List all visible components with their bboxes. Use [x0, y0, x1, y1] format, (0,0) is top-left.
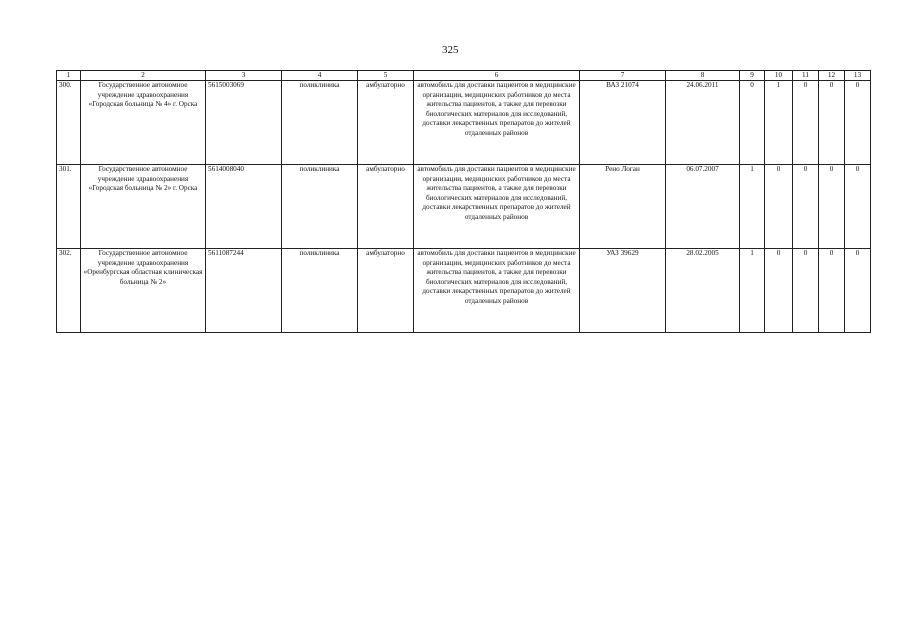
column-header: 8 [666, 71, 740, 81]
column-header: 5 [358, 71, 414, 81]
count-col-10: 0 [765, 249, 793, 333]
count-col-11: 0 [793, 249, 819, 333]
vehicle-model: Рено Логан [580, 165, 666, 249]
row-number: 301. [57, 165, 81, 249]
care-type: амбулаторно [358, 249, 414, 333]
column-header: 9 [740, 71, 765, 81]
table-row [57, 165, 871, 249]
count-col-10: 1 [765, 81, 793, 165]
count-col-13: 0 [845, 81, 871, 165]
table-header-row [57, 71, 871, 81]
column-header: 11 [793, 71, 819, 81]
care-type: амбулаторно [358, 81, 414, 165]
count-col-12: 0 [819, 165, 845, 249]
organization-name: Государственное автономное учреждение здравоохранения «Городская больница № 2» г. Орска [81, 165, 206, 249]
unit-type: поликлиника [282, 165, 358, 249]
column-header: 10 [765, 71, 793, 81]
registration-date: 28.02.2005 [666, 249, 740, 333]
vehicle-purpose: автомобиль для доставки пациентов в медицинские организации, медицинских работников до места жительства пациентов, а также для перевозки биологических материалов для исследований, доставки лекарственных препаратов до жителей отдаленных районов [414, 249, 580, 333]
page-number: 325 [442, 44, 459, 56]
inn-code: 5611087244 [206, 249, 282, 333]
unit-type: поликлиника [282, 81, 358, 165]
registration-date: 06.07.2007 [666, 165, 740, 249]
vehicle-purpose: автомобиль для доставки пациентов в медицинские организации, медицинских работников до места жительства пациентов, а также для перевозки биологических материалов для исследований, доставки лекарственных препаратов до жителей отдаленных районов [414, 165, 580, 249]
column-header: 3 [206, 71, 282, 81]
column-header: 1 [57, 71, 81, 81]
count-col-9: 0 [740, 81, 765, 165]
column-header: 12 [819, 71, 845, 81]
count-col-9: 1 [740, 165, 765, 249]
count-col-10: 0 [765, 165, 793, 249]
vehicle-model: ВАЗ 21074 [580, 81, 666, 165]
count-col-9: 1 [740, 249, 765, 333]
inn-code: 5614008040 [206, 165, 282, 249]
row-number: 302. [57, 249, 81, 333]
count-col-12: 0 [819, 249, 845, 333]
inn-code: 5615003069 [206, 81, 282, 165]
count-col-13: 0 [845, 165, 871, 249]
vehicle-model: УАЗ 39629 [580, 249, 666, 333]
column-header: 4 [282, 71, 358, 81]
registration-date: 24.06.2011 [666, 81, 740, 165]
care-type: амбулаторно [358, 165, 414, 249]
organization-name: Государственное автономное учреждение здравоохранения «Оренбургская областная клиническая больница № 2» [81, 249, 206, 333]
vehicle-registry-table [56, 70, 871, 333]
table-row [57, 249, 871, 333]
column-header: 6 [414, 71, 580, 81]
column-header: 7 [580, 71, 666, 81]
row-number: 300. [57, 81, 81, 165]
count-col-11: 0 [793, 81, 819, 165]
unit-type: поликлиника [282, 249, 358, 333]
column-header: 2 [81, 71, 206, 81]
vehicle-purpose: автомобиль для доставки пациентов в медицинские организации, медицинских работников до места жительства пациентов, а также для перевозки биологических материалов для исследований, доставки лекарственных препаратов до жителей отдаленных районов [414, 81, 580, 165]
organization-name: Государственное автономное учреждение здравоохранения «Городская больница № 4» г. Орска [81, 81, 206, 165]
count-col-12: 0 [819, 81, 845, 165]
column-header: 13 [845, 71, 871, 81]
table-row [57, 81, 871, 165]
count-col-13: 0 [845, 249, 871, 333]
count-col-11: 0 [793, 165, 819, 249]
